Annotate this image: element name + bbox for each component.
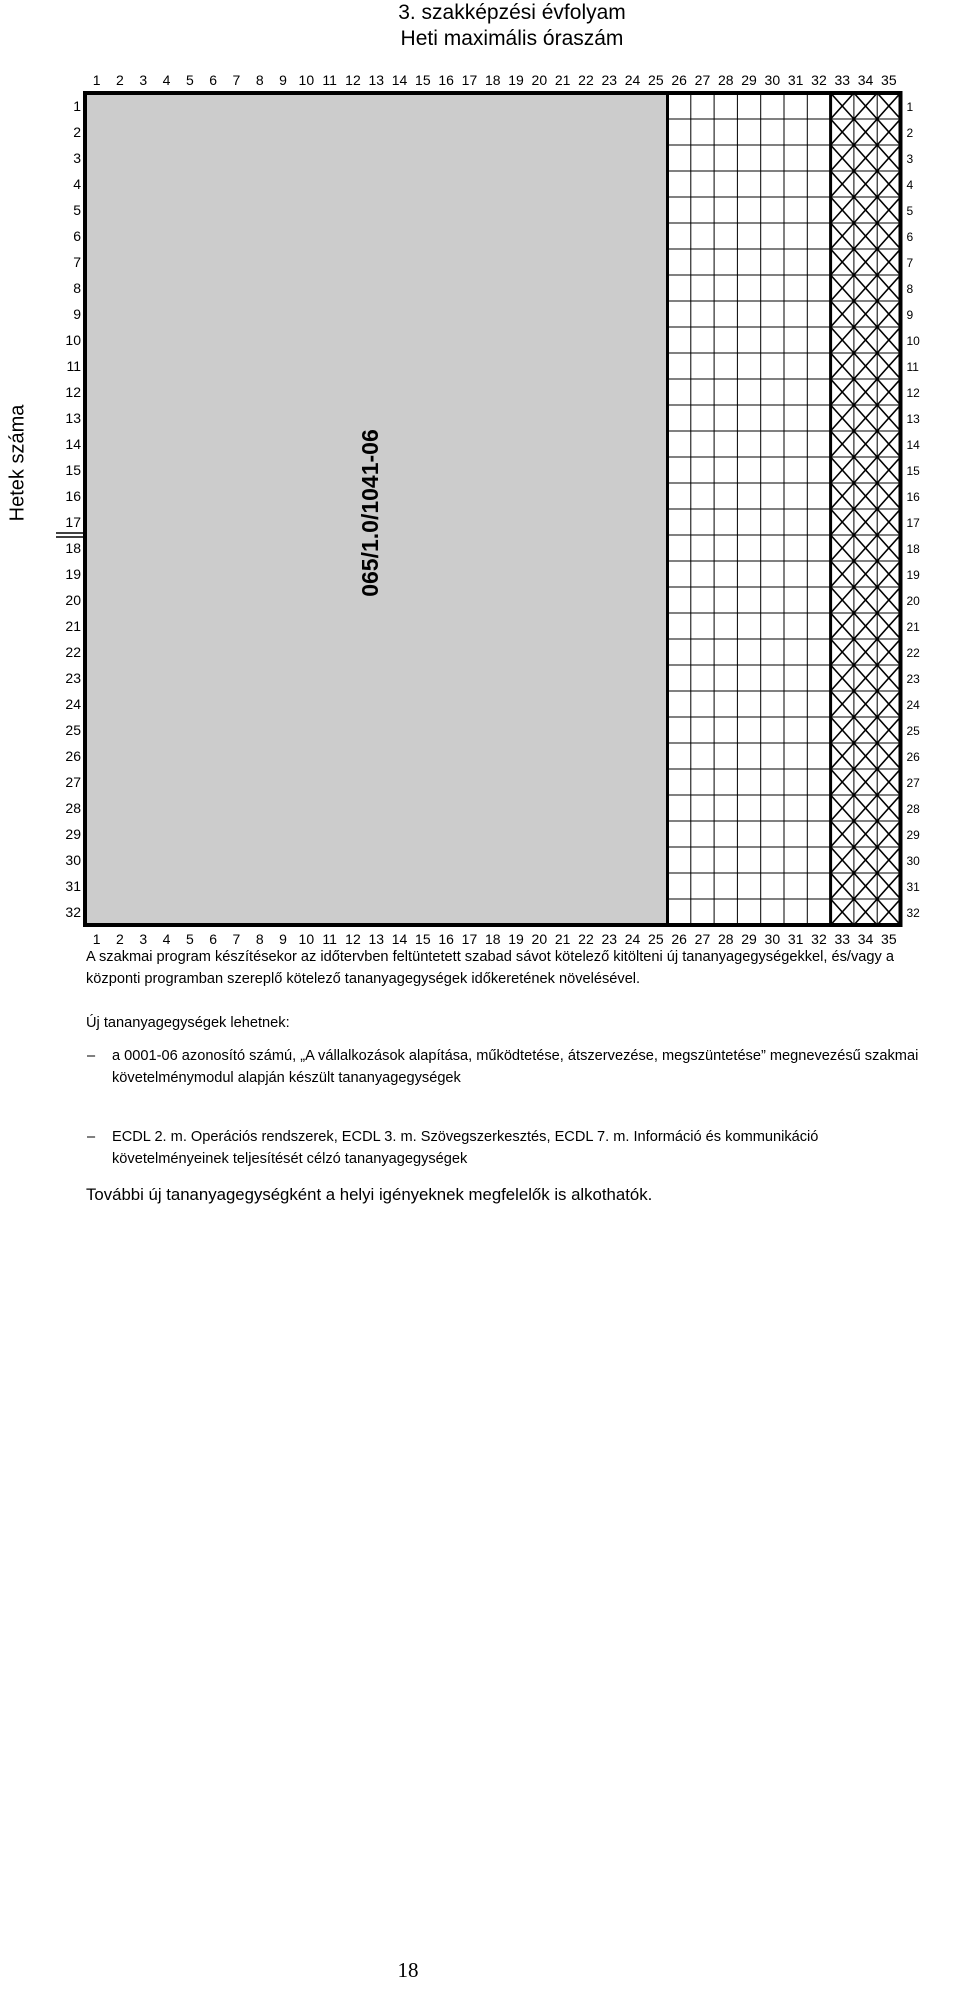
row-label-left: 14 [65,436,81,452]
row-label-left: 11 [66,358,81,374]
row-label-right: 15 [906,464,920,478]
column-label-bottom: 23 [601,931,618,947]
column-label-bottom: 20 [531,931,548,947]
column-label-top: 11 [322,72,337,88]
row-label-right: 13 [906,412,920,426]
column-label-bottom: 28 [717,931,734,947]
row-label-left: 30 [65,852,81,868]
row-label-left: 16 [65,488,81,504]
list-item [87,1126,922,1170]
column-label-top: 30 [764,72,781,88]
row-label-left: 13 [65,410,81,426]
column-label-top: 35 [881,72,897,88]
row-label-left: 24 [65,696,81,712]
row-label-right: 9 [906,308,914,322]
column-label-bottom: 22 [578,931,594,947]
page-title: 3. szakképzési évfolyam [398,1,626,24]
column-label-bottom: 21 [554,931,571,947]
row-label-right: 2 [906,126,914,140]
column-label-bottom: 27 [694,931,711,947]
row-label-right: 22 [906,646,920,660]
page-subtitle: Heti maximális óraszám [400,27,624,50]
row-label-right: 8 [906,282,914,296]
column-label-top: 10 [298,72,315,88]
column-label-top: 33 [834,72,851,88]
row-label-left: 12 [65,384,81,400]
row-label-left: 18 [65,540,81,556]
column-label-top: 15 [415,72,431,88]
row-label-left: 17 [65,514,81,530]
row-label-left: 32 [65,904,81,920]
row-label-right: 17 [906,516,920,530]
row-label-right: 5 [906,204,914,218]
column-label-top: 17 [461,72,478,88]
column-label-bottom: 29 [741,931,757,947]
column-label-top: 19 [508,72,524,88]
column-label-bottom: 15 [415,931,431,947]
column-label-bottom: 4 [162,931,171,947]
row-label-right: 26 [906,750,920,764]
column-label-top: 28 [717,72,734,88]
row-label-right: 32 [906,906,920,920]
column-label-top: 18 [484,72,501,88]
column-label-bottom: 8 [255,931,264,947]
column-label-top: 22 [578,72,594,88]
row-label-right: 29 [906,828,920,842]
column-label-top: 7 [232,72,241,88]
paragraph-free-band: A szakmai program készítésekor az időtervben feltüntetett szabad sávot kötelező kitölteni új tananyagegységekkel, és/vagy a központi programban szereplő kötelező tananyagegységek időkeretének növelésével. [86,949,894,987]
column-label-bottom: 5 [185,931,194,947]
row-label-right: 7 [906,256,914,270]
column-label-top: 13 [368,72,385,88]
row-label-left: 1 [73,98,81,114]
column-label-top: 20 [531,72,548,88]
column-label-top: 16 [438,72,454,88]
row-label-left: 28 [65,800,81,816]
row-label-left: 20 [65,592,81,608]
row-label-left: 27 [65,774,81,790]
list-item [87,1045,922,1089]
column-label-top: 32 [811,72,827,88]
column-label-top: 23 [601,72,618,88]
column-label-top: 4 [162,72,171,88]
column-label-bottom: 11 [322,931,337,947]
row-label-right: 21 [906,620,920,634]
column-label-top: 26 [671,72,687,88]
page-number: 18 [397,1958,419,1982]
column-label-top: 34 [857,72,874,88]
row-label-left: 6 [73,228,81,244]
row-label-right: 18 [906,542,920,556]
row-label-left: 29 [65,826,81,842]
row-label-right: 4 [906,178,914,192]
row-label-left: 7 [73,254,81,270]
column-label-bottom: 3 [139,931,148,947]
column-label-bottom: 34 [857,931,874,947]
column-label-top: 29 [741,72,757,88]
row-label-left: 15 [65,462,81,478]
row-label-right: 20 [906,594,920,608]
row-label-left: 2 [73,124,81,140]
closing-sentence: További új tananyagegységként a helyi igényeknek megfelelők is alkothatók. [86,1185,653,1204]
row-label-right: 30 [906,854,920,868]
paragraph-new-units: Új tananyagegységek lehetnek: [86,1015,290,1031]
column-label-bottom: 2 [116,931,124,947]
column-label-bottom: 14 [391,931,408,947]
row-label-right: 19 [906,568,920,582]
column-label-top: 3 [139,72,148,88]
row-label-left: 31 [65,878,81,894]
row-label-left: 26 [65,748,81,764]
row-label-right: 24 [906,698,920,712]
dash-marker: – [87,1048,96,1064]
row-label-right: 14 [906,438,920,452]
column-label-bottom: 6 [209,931,218,947]
column-label-bottom: 18 [484,931,501,947]
row-label-left: 23 [65,670,81,686]
column-label-top: 8 [255,72,264,88]
column-label-bottom: 33 [834,931,851,947]
column-label-bottom: 16 [438,931,454,947]
column-label-bottom: 9 [279,931,287,947]
row-label-left: 3 [73,150,81,166]
row-label-right: 25 [906,724,920,738]
row-label-right: 10 [906,334,920,348]
list-item-text: ECDL 2. m. Operációs rendszerek, ECDL 3. m. Szövegszerkesztés, ECDL 7. m. Információ és kommunikáció követelményeinek teljesítését célzó tananyagegységek [112,1129,819,1167]
column-label-bottom: 1 [92,931,101,947]
row-label-right: 11 [906,360,919,374]
column-label-top: 25 [648,72,664,88]
column-label-bottom: 10 [298,931,315,947]
column-label-bottom: 19 [508,931,524,947]
list-item-text: a 0001-06 azonosító számú, „A vállalkozások alapítása, működtetése, átszervezése, megszüntetése” megnevezésű szakmai követelménymodul alapján készült tananyagegységek [112,1048,919,1086]
row-label-right: 28 [906,802,920,816]
column-label-bottom: 32 [811,931,827,947]
column-label-top: 1 [92,72,101,88]
row-label-right: 27 [906,776,920,790]
column-label-bottom: 31 [787,931,804,947]
row-label-left: 5 [73,202,81,218]
column-label-top: 21 [554,72,571,88]
column-label-top: 2 [116,72,124,88]
column-label-top: 24 [624,72,641,88]
row-label-left: 21 [65,618,81,634]
row-label-right: 23 [906,672,920,686]
column-label-top: 6 [209,72,218,88]
schedule-grid [0,0,960,960]
column-label-bottom: 13 [368,931,385,947]
row-label-left: 9 [73,306,81,322]
row-label-right: 12 [906,386,920,400]
column-label-top: 12 [345,72,361,88]
row-label-right: 16 [906,490,920,504]
column-label-bottom: 24 [624,931,641,947]
column-label-bottom: 17 [461,931,478,947]
column-label-bottom: 26 [671,931,687,947]
row-label-right: 3 [906,152,914,166]
column-label-top: 31 [787,72,804,88]
row-label-right: 1 [906,100,914,114]
row-label-left: 4 [73,176,81,192]
column-label-bottom: 12 [345,931,361,947]
row-label-right: 31 [906,880,920,894]
column-label-bottom: 30 [764,931,781,947]
module-code: 065/1.0/1041-06 [357,429,383,597]
weeks-axis-label: Hetek száma [6,404,29,522]
column-label-bottom: 7 [232,931,241,947]
column-label-top: 9 [279,72,287,88]
row-label-left: 10 [65,332,81,348]
row-label-left: 19 [65,566,81,582]
row-label-left: 22 [65,644,81,660]
column-label-bottom: 25 [648,931,664,947]
dash-marker: – [87,1129,96,1145]
column-label-top: 14 [391,72,408,88]
column-label-top: 27 [694,72,711,88]
row-label-right: 6 [906,230,914,244]
row-label-left: 8 [73,280,81,296]
column-label-top: 5 [185,72,194,88]
row-label-left: 25 [65,722,81,738]
column-label-bottom: 35 [881,931,897,947]
